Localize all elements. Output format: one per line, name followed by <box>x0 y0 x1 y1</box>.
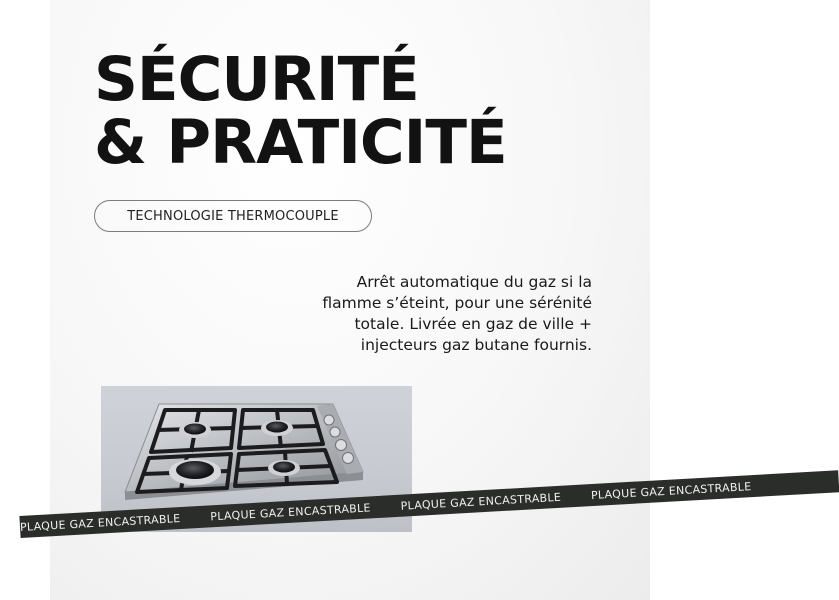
feature-tag: TECHNOLOGIE THERMOCOUPLE <box>94 200 372 232</box>
headline <box>94 44 507 178</box>
description <box>282 272 592 356</box>
promo-panel <box>19 0 752 600</box>
description-line: Arrêt automatique du gaz si la <box>356 273 592 291</box>
description-line: totale. Livrée en gaz de ville + <box>354 315 592 333</box>
banner-text: PLAQUE GAZ ENCASTRABLE <box>209 500 372 523</box>
headline-line-2: & PRATICITÉ <box>94 107 507 178</box>
banner-text: PLAQUE GAZ ENCASTRABLE <box>400 490 562 513</box>
description-line: injecteurs gaz butane fournis. <box>360 336 592 354</box>
banner-text: PLAQUE GAZ ENCASTRABLE <box>590 479 752 502</box>
headline-line-1: SÉCURITÉ <box>94 44 419 115</box>
banner-text: PLAQUE GAZ ENCASTRABLE <box>19 511 181 534</box>
description-line: flamme s’éteint, pour une sérénité <box>322 294 592 312</box>
